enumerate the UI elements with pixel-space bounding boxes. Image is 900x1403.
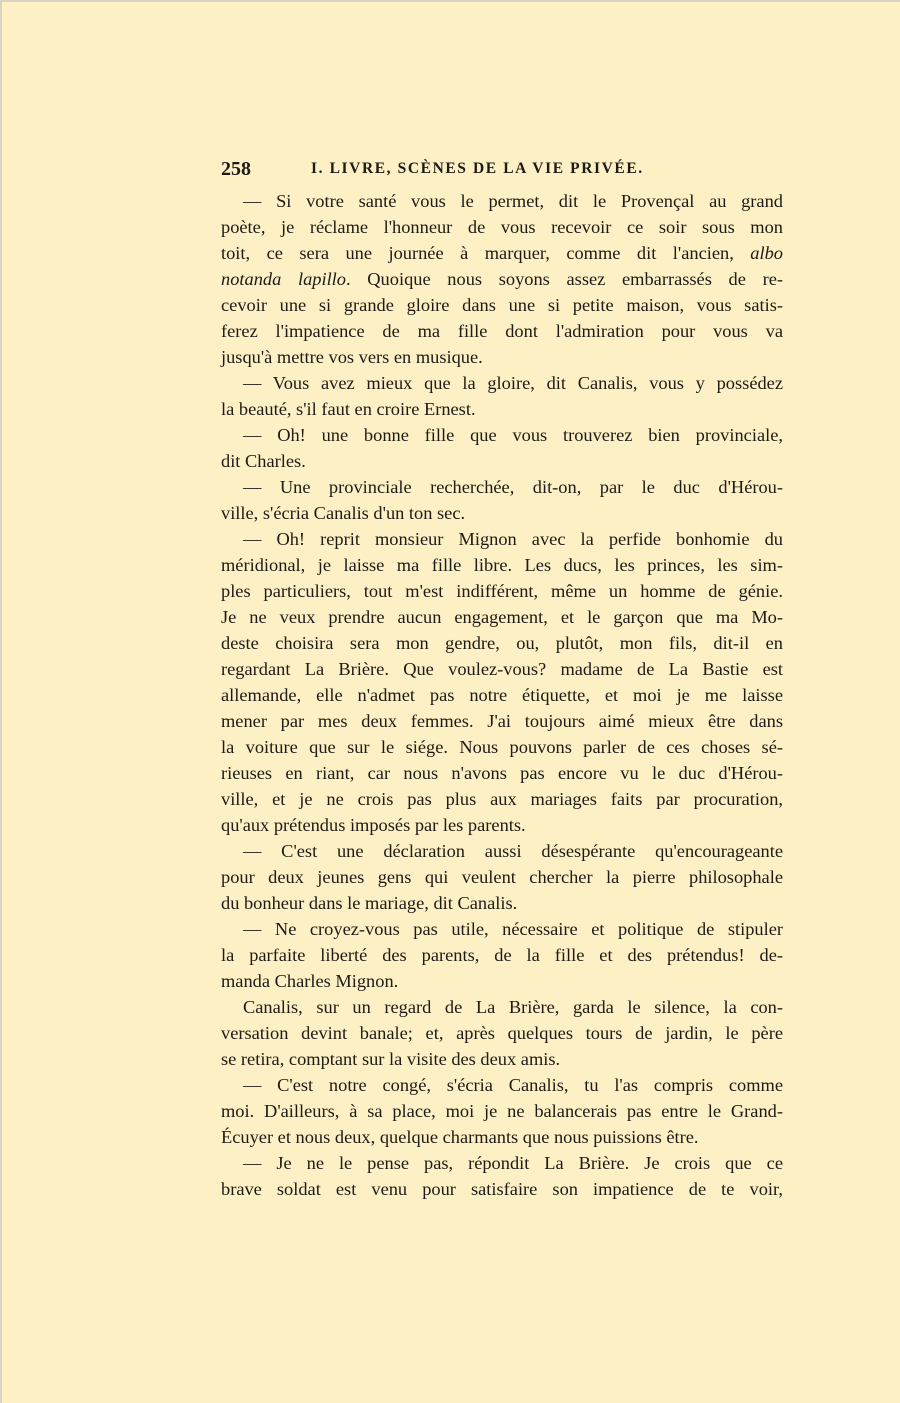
text-line: — C'est notre congé, s'écria Canalis, tu l'as compris comme — [243, 1075, 783, 1095]
text-line: la voiture que sur le siége. Nous pouvons parler de ces choses sé- — [221, 737, 783, 757]
text-line: ville, s'écria Canalis d'un ton sec. — [221, 503, 466, 523]
text-line: — Ne croyez-vous pas utile, nécessaire et politique de stipuler — [243, 919, 783, 939]
text-line: regardant La Brière. Que voulez-vous? madame de La Bastie est — [221, 659, 783, 679]
text-line: cevoir une si grande gloire dans une si petite maison, vous satis- — [221, 295, 783, 315]
text-segment: . Quoique nous soyons assez embarrassés de re- — [346, 269, 783, 289]
text-line: la parfaite liberté des parents, de la fille et des prétendus! de- — [221, 945, 783, 965]
text-line: qu'aux prétendus imposés par les parents. — [221, 815, 526, 835]
paragraph — [221, 838, 783, 916]
text-line: — Si votre santé vous le permet, dit le Provençal au grand — [243, 191, 783, 211]
italic-latin-phrase: notanda lapillo — [221, 269, 346, 289]
text-line: ville, et je ne crois pas plus aux mariages faits par procuration, — [221, 789, 783, 809]
page-number: 258 — [221, 158, 251, 180]
paragraph — [221, 370, 783, 422]
text-line: pour deux jeunes gens qui veulent chercher la pierre philosophale — [221, 867, 783, 887]
italic-latin-phrase: albo — [750, 243, 783, 263]
paragraph — [221, 188, 783, 370]
text-line: — C'est une déclaration aussi désespérante qu'encourageante — [243, 841, 783, 861]
text-line: ples particuliers, tout m'est indifférent, même un homme de génie. — [221, 581, 783, 601]
paragraph — [221, 474, 783, 526]
text-line: — Une provinciale recherchée, dit-on, par le duc d'Hérou- — [243, 477, 783, 497]
text-line — [221, 240, 783, 266]
text-line: mener par mes deux femmes. J'ai toujours aimé mieux être dans — [221, 711, 783, 731]
paragraph — [221, 994, 783, 1072]
text-line: la beauté, s'il faut en croire Ernest. — [221, 399, 476, 419]
text-line: allemande, elle n'admet pas notre étiquette, et moi je me laisse — [221, 685, 783, 705]
paragraph — [221, 1072, 783, 1150]
running-head — [221, 158, 783, 188]
paragraph — [221, 916, 783, 994]
text-line: Canalis, sur un regard de La Brière, garda le silence, la con- — [243, 997, 783, 1017]
text-line: Écuyer et nous deux, quelque charmants que nous puissions être. — [221, 1127, 699, 1147]
paragraph — [221, 526, 783, 838]
text-line: brave soldat est venu pour satisfaire son impatience de te voir, — [221, 1179, 783, 1199]
text-line: — Je ne le pense pas, répondit La Brière. Je crois que ce — [243, 1153, 783, 1173]
text-line: — Oh! reprit monsieur Mignon avec la perfide bonhomie du — [243, 529, 783, 549]
text-line: méridional, je laisse ma fille libre. Les ducs, les princes, les sim- — [221, 555, 783, 575]
text-segment: toit, ce sera une journée à marquer, comme dit l'ancien, — [221, 243, 734, 263]
paragraph — [221, 422, 783, 474]
text-line: versation devint banale; et, après quelques tours de jardin, le père — [221, 1023, 783, 1043]
text-line: du bonheur dans le mariage, dit Canalis. — [221, 893, 518, 913]
text-line: rieuses en riant, car nous n'avons pas encore vu le duc d'Hérou- — [221, 763, 783, 783]
text-line: dit Charles. — [221, 451, 306, 471]
text-line: Je ne veux prendre aucun engagement, et le garçon que ma Mo- — [221, 607, 783, 627]
text-line — [221, 266, 783, 292]
text-line: — Oh! une bonne fille que vous trouverez bien provinciale, — [243, 425, 783, 445]
running-head-title: I. LIVRE, SCÈNES DE LA VIE PRIVÉE. — [311, 160, 644, 177]
text-line: — Vous avez mieux que la gloire, dit Canalis, vous y possédez — [243, 373, 783, 393]
text-line: jusqu'à mettre vos vers en musique. — [221, 347, 483, 367]
text-line: se retira, comptant sur la visite des deux amis. — [221, 1049, 561, 1069]
text-line: manda Charles Mignon. — [221, 971, 399, 991]
text-block — [221, 158, 783, 1202]
paragraph — [221, 1150, 783, 1202]
text-line: moi. D'ailleurs, à sa place, moi je ne balancerais pas entre le Grand- — [221, 1101, 783, 1121]
text-line: deste choisira sera mon gendre, ou, plutôt, mon fils, dit-il en — [221, 633, 783, 653]
text-line: ferez l'impatience de ma fille dont l'admiration pour vous va — [221, 321, 783, 341]
text-line: poète, je réclame l'honneur de vous recevoir ce soir sous mon — [221, 217, 783, 237]
